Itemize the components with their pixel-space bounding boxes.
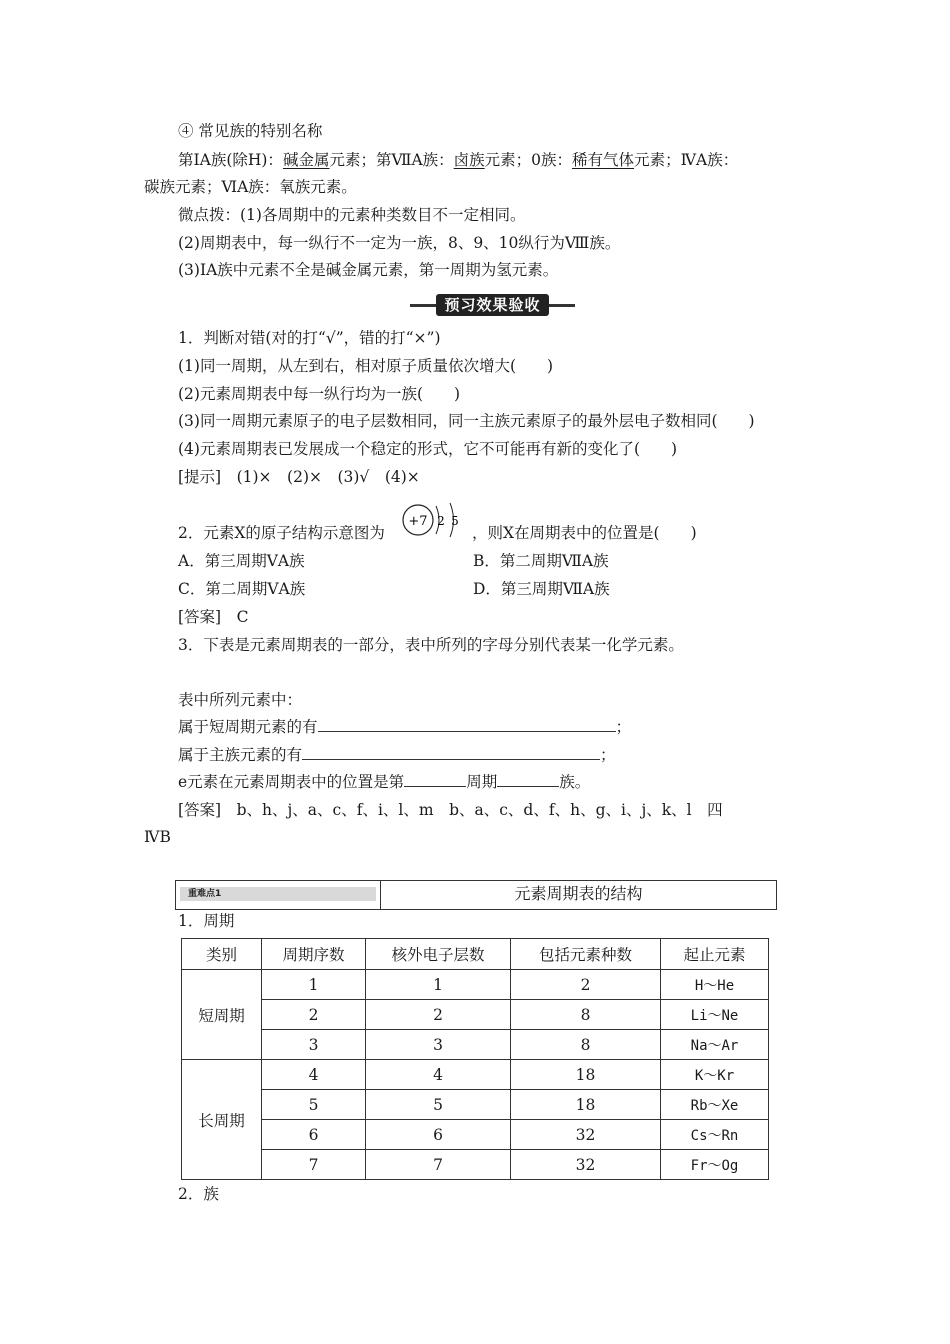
banner-line-right (549, 304, 575, 307)
group-names-line-2: 碳族元素；ⅥA族：氧族元素。 (144, 178, 357, 196)
cell-period: 1 (262, 970, 366, 1000)
group-names-line (178, 150, 738, 170)
fill-position-e (178, 772, 590, 792)
text: 周期 (466, 773, 498, 791)
cell-range: Li～Ne (661, 1000, 769, 1030)
banner-label: 预习效果验收 (436, 294, 549, 316)
period-table (181, 938, 769, 1180)
tip-3: (3)ⅠA族中元素不全是碱金属元素，第一周期为氢元素。 (178, 261, 559, 279)
cell-period: 6 (262, 1120, 366, 1150)
question-2-stem-a: 2．元素X的原子结构示意图为 (178, 524, 385, 542)
question-1-item-3: (3)同一周期元素原子的电子层数相同，同一主族元素原子的最外层电子数相同( ) (178, 412, 755, 430)
option-a: A．第三周期ⅤA族 (178, 552, 305, 570)
cell-range: H～He (661, 970, 769, 1000)
question-2-answer: [答案] C (178, 608, 249, 626)
cell-period: 7 (262, 1150, 366, 1180)
table-row (182, 1120, 769, 1150)
key-point-header (175, 880, 777, 910)
header-cell: 核外电子层数 (366, 939, 511, 970)
header-cell: 类别 (182, 939, 262, 970)
table-row (182, 970, 769, 1000)
cell-count: 18 (511, 1090, 661, 1120)
cell-count: 8 (511, 1000, 661, 1030)
category-short-period: 短周期 (182, 970, 262, 1060)
header-cell: 周期序数 (262, 939, 366, 970)
option-c: C．第二周期ⅤA族 (178, 580, 306, 598)
question-1-hint: [提示] (1)× (2)× (3)√ (4)× (178, 468, 420, 486)
text: 第ⅠA族(除H)： (178, 151, 283, 169)
cell-count: 32 (511, 1150, 661, 1180)
cell-shells: 6 (366, 1120, 511, 1150)
cell-range: Rb～Xe (661, 1090, 769, 1120)
question-3-lead: 表中所列元素中： (178, 691, 303, 709)
key-point-title: 元素周期表的结构 (514, 884, 643, 903)
fill-answer: 碱金属 (282, 151, 330, 169)
cell-shells: 1 (366, 970, 511, 1000)
question-1-item-1: (1)同一周期，从左到右，相对原子质量依次增大( ) (178, 357, 554, 375)
answer-blank[interactable] (318, 717, 616, 732)
cell-shells: 4 (366, 1060, 511, 1090)
question-1-stem: 1．判断对错(对的打“√”，错的打“×”) (178, 329, 441, 347)
table-row (182, 1090, 769, 1120)
text: 元素；第ⅦA族： (329, 151, 454, 169)
text: 元素；ⅣA族： (634, 151, 739, 169)
cell-period: 3 (262, 1030, 366, 1060)
cell-range: K～Kr (661, 1060, 769, 1090)
question-3-stem: 3．下表是元素周期表的一部分，表中所列的字母分别代表某一化学元素。 (178, 636, 684, 654)
groups-label: 2．族 (178, 1185, 219, 1203)
cell-period: 2 (262, 1000, 366, 1030)
atom-structure-diagram (400, 500, 470, 540)
text: 元素；0族： (484, 151, 573, 169)
question-1-item-2: (2)元素周期表中每一纵行均为一族( ) (178, 385, 461, 403)
cell-shells: 2 (366, 1000, 511, 1030)
cell-range: Fr～Og (661, 1150, 769, 1180)
cell-shells: 3 (366, 1030, 511, 1060)
answer-blank[interactable] (497, 772, 559, 787)
periods-label: 1．周期 (178, 912, 235, 930)
cell-count: 2 (511, 970, 661, 1000)
answer-blank[interactable] (302, 745, 600, 760)
header-cell: 起止元素 (661, 939, 769, 970)
fill-answer: 卤族 (453, 151, 485, 169)
nucleus-charge: +7 (408, 514, 428, 529)
shell-1-electrons: 2 (437, 514, 445, 528)
cell-count: 32 (511, 1120, 661, 1150)
fill-main-group (178, 745, 616, 765)
cell-period: 5 (262, 1090, 366, 1120)
text: ； (615, 718, 632, 736)
question-1-item-4: (4)元素周期表已发展成一个稳定的形式，它不可能再有新的变化了( ) (178, 440, 678, 458)
header-cell: 包括元素种数 (511, 939, 661, 970)
question-3-answer: [答案] b、h、j、a、c、f、i、l、m b、a、c、d、f、h、g、i、j、k、l 四 (178, 801, 723, 819)
section-banner (410, 294, 575, 316)
cell-count: 8 (511, 1030, 661, 1060)
cell-shells: 7 (366, 1150, 511, 1180)
category-long-period: 长周期 (182, 1060, 262, 1180)
tip-2: (2)周期表中，每一纵行不一定为一族，8、9、10纵行为Ⅷ族。 (178, 234, 621, 252)
tip-1: 微点拨：(1)各周期中的元素种类数目不一定相同。 (178, 206, 526, 224)
text: ； (600, 746, 616, 764)
question-2-stem-b: ，则X在周期表中的位置是( ) (472, 524, 697, 542)
shell-2-electrons: 5 (451, 514, 459, 528)
option-b: B．第二周期ⅦA族 (473, 552, 609, 570)
key-point-tag-label: 重难点1 (188, 889, 222, 899)
cell-range: Cs～Rn (661, 1120, 769, 1150)
answer-blank[interactable] (404, 772, 466, 787)
fill-short-period (178, 717, 631, 737)
cell-range: Na～Ar (661, 1030, 769, 1060)
key-point-tag (180, 887, 376, 901)
table-header-row (182, 939, 769, 970)
cell-count: 18 (511, 1060, 661, 1090)
cell-period: 4 (262, 1060, 366, 1090)
table-row (182, 1000, 769, 1030)
text: 属于短周期元素的有 (178, 718, 318, 736)
banner-line-left (410, 304, 436, 307)
table-row (182, 1060, 769, 1090)
table-row (182, 1150, 769, 1180)
fill-answer: 稀有气体 (572, 151, 635, 169)
option-d: D．第三周期ⅦA族 (473, 580, 610, 598)
question-3-answer-cont: ⅣB (144, 828, 171, 846)
text: 族。 (559, 773, 591, 791)
text: e元素在元素周期表中的位置是第 (178, 773, 405, 791)
cell-shells: 5 (366, 1090, 511, 1120)
table-row (182, 1030, 769, 1060)
text: 属于主族元素的有 (178, 746, 303, 764)
subheading-group-names: ④ 常见族的特别名称 (178, 122, 323, 140)
